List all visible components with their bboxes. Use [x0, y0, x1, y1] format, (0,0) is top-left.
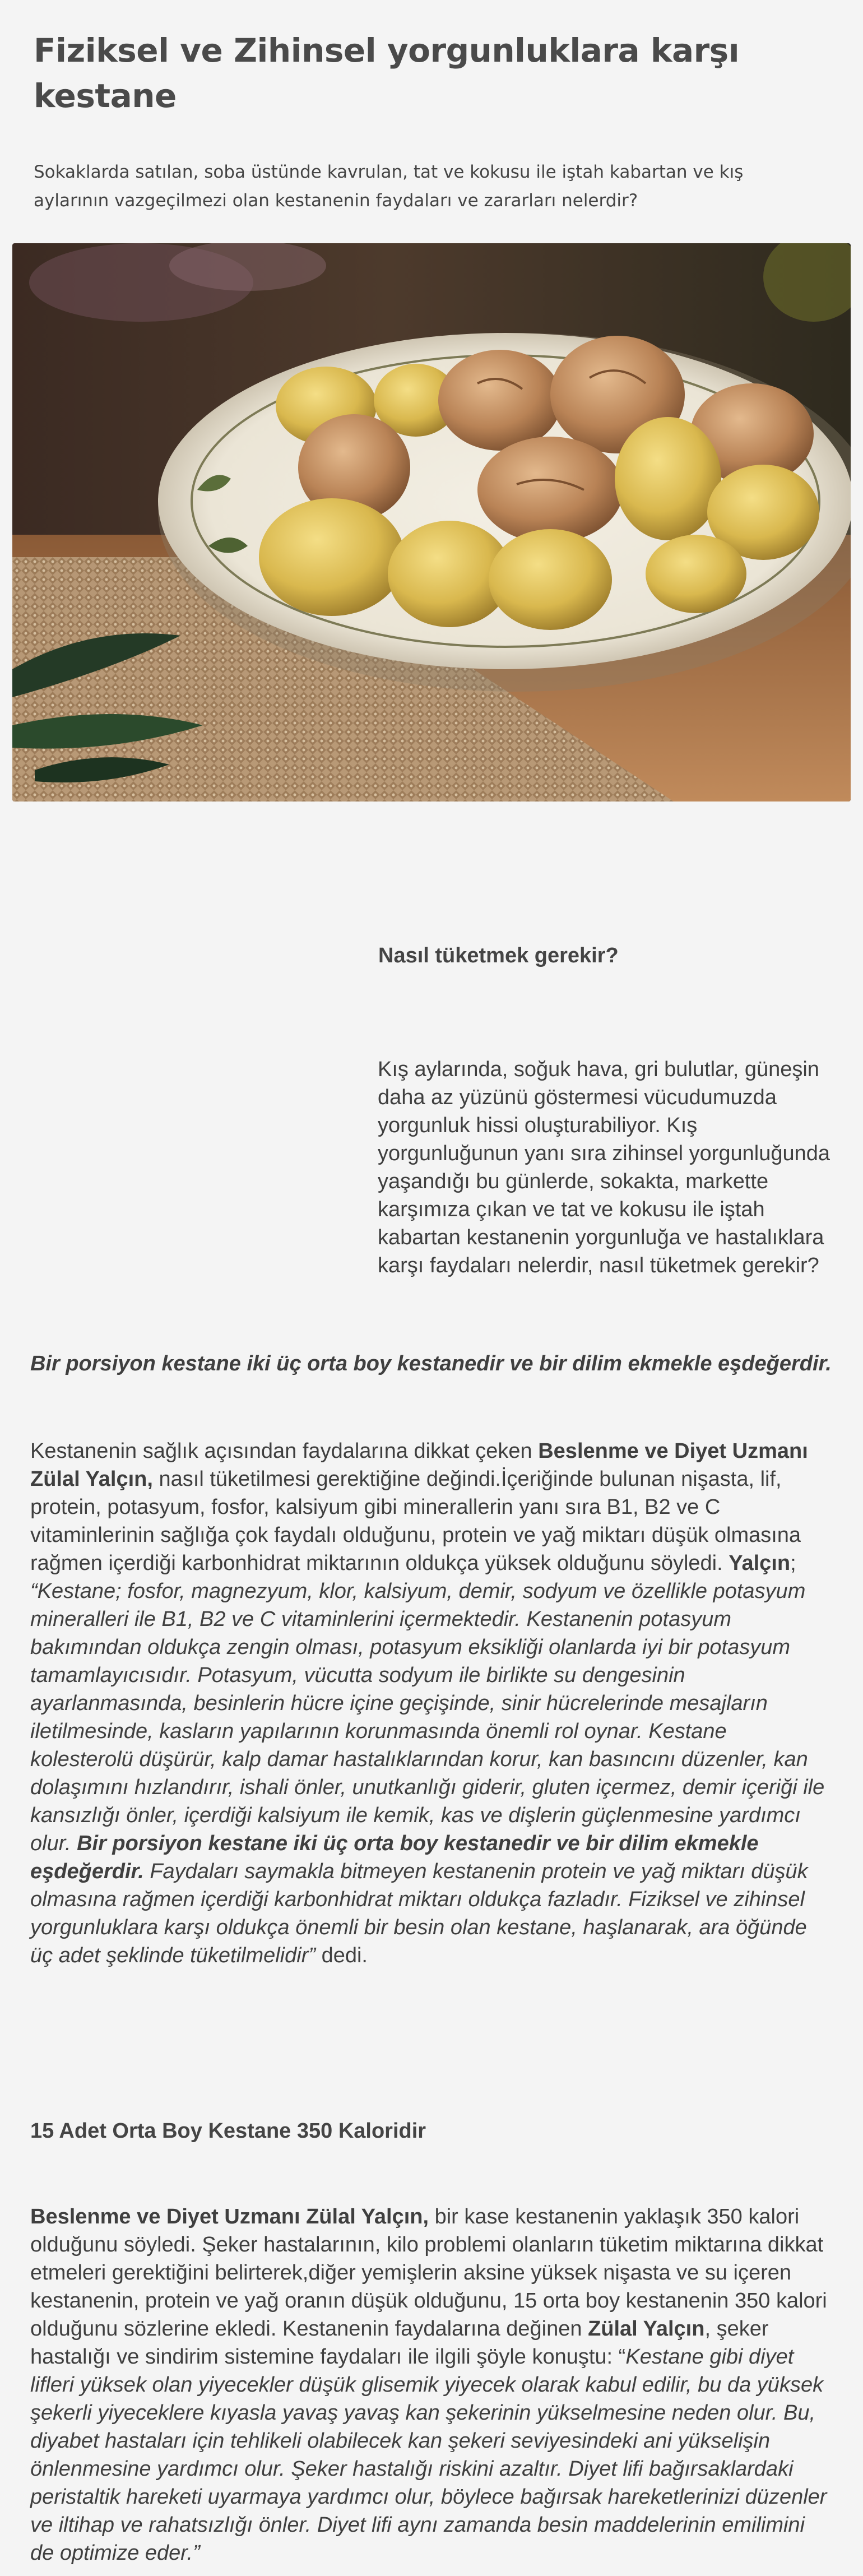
subheading-how-to-consume: Nasıl tüketmek gerekir? [378, 944, 619, 967]
paragraph-calories: Beslenme ve Diyet Uzmanı Zülal Yalçın, bir kase kestanenin yaklaşık 350 kalori olduğunu söyledi. Şeker hastalarının, kilo problemi olanların tüketim miktarına dikkat etmeleri gerektiğini belirterek,diğer yemişlerin aksine yüksek nişasta ve su içeren kestanenin, protein ve yağ oranın düşük olduğunu, 15 orta boy kestanenin 350 kalori olduğunu sözlerine ekledi. Kestanenin faydalarına değinen Zülal Yalçın, şeker hastalığı ve sindirim sistemine faydaları ile ilgili şöyle konuştu: “Kestane gibi diyet lifleri yüksek olan yiyecekler düşük glisemik yiyecek olarak kabul edilir, bu da yüksek şekerli yiyeceklere kıyasla yavaş yavaş kan şekerinin yükselmesine neden olur. Bu, diyabet hastaları için tehlikeli olabilecek kan şekeri seviyesindeki ani yükselişin önlenmesine yardımcı olur. Şeker hastalığı riskini azaltır. Diyet lifi bağırsaklardaki peristaltik hareketi uyarmaya yardımcı olur, böylece bağırsak hareketlerinizi düzenler ve iltihap ve rahatsızlığı önler. Diyet lifi aynı zamanda besin maddelerinin emilimini de optimize eder.” [30, 2205, 827, 2565]
intro-paragraph: Kış aylarında, soğuk hava, gri bulutlar, güneşin daha az yüzünü göstermesi vücudumuzda yorgunluk hissi oluşturabiliyor. Kış yorgunluğunun yanı sıra zihinsel yorgunluğunda yaşandığı bu günlerde, sokakta, markette karşımıza çıkan ve tat ve kokusu ile iştah kabartan kestanenin yorgunluğa ve hastalıklara karşı faydaları nelerdir, nasıl tüketmek gerekir? [378, 1058, 830, 1277]
subheading-calories: 15 Adet Orta Boy Kestane 350 Kaloridir [30, 2119, 426, 2143]
highlight-quote: Bir porsiyon kestane iki üç orta boy kestanedir ve bir dilim ekmekle eşdeğerdir. [30, 1352, 832, 1375]
intro-paragraph-block [30, 1055, 832, 1280]
page-title: Fiziksel ve Zihinsel yorgunluklara karşı kestane [34, 31, 740, 115]
chestnut-plate-photo [12, 243, 851, 801]
paragraph-benefits: Kestanenin sağlık açısından faydalarına dikkat çeken Beslenme ve Diyet Uzmanı Zülal Yalçın, nasıl tüketilmesi gerektiğine değindi.İçeriğinde bulunan nişasta, lif, protein, potasyum, fosfor, kalsiyum gibi minerallerin yanı sıra B1, B2 ve C vitaminlerinin sağlığa çok faydalı olduğunu, protein ve yağ miktarı düşük olmasına rağmen içerdiği karbonhidrat miktarının oldukça yüksek olduğunu söyledi. Yalçın; “Kestane; fosfor, magnezyum, klor, kalsiyum, demir, sodyum ve özellikle potasyum mineralleri ile B1, B2 ve C vitaminlerini içermektedir. Kestanenin potasyum bakımından oldukça zengin olması, potasyum eksikliği olanlarda iyi bir potasyum tamamlayıcısıdır. Potasyum, vücutta sodyum ile birlikte su dengesinin ayarlanmasında, besinlerin hücre içine geçişinde, sinir hücrelerinde mesajların iletilmesinde, kasların yapılarının korunmasında önemli rol oynar. Kestane kolesterolü düşürür, kalp damar hastalıklarından korur, kan basıncını düzenler, kan dolaşımını hızlandırır, ishali önler, unutkanlığı giderir, gluten içermez, demir içeriği ile kansızlığı önler, içerdiği kalsiyum ile kemik, kas ve dişlerin güçlenmesine yardımcı olur. Bir porsiyon kestane iki üç orta boy kestanedir ve bir dilim ekmekle eşdeğerdir. Faydaları saymakla bitmeyen kestanenin protein ve yağ miktarı düşük olmasına rağmen içerdiği karbonhidrat miktarı oldukça fazladır. Fiziksel ve zihinsel yorgunluklara karşı oldukça önemli bir besin olan kestane, haşlanarak, ara öğünde üç adet şeklinde tüketilmelidir” dedi. [30, 1439, 825, 1967]
ad-placeholder [30, 1055, 378, 1280]
article-lead: Sokaklarda satılan, soba üstünde kavrulan, tat ve kokusu ile iştah kabartan ve kış aylarının vazgeçilmezi olan kestanenin faydaları ve zararları nelerdir? [34, 162, 744, 211]
hero-image [12, 243, 851, 801]
article-header [0, 0, 863, 243]
